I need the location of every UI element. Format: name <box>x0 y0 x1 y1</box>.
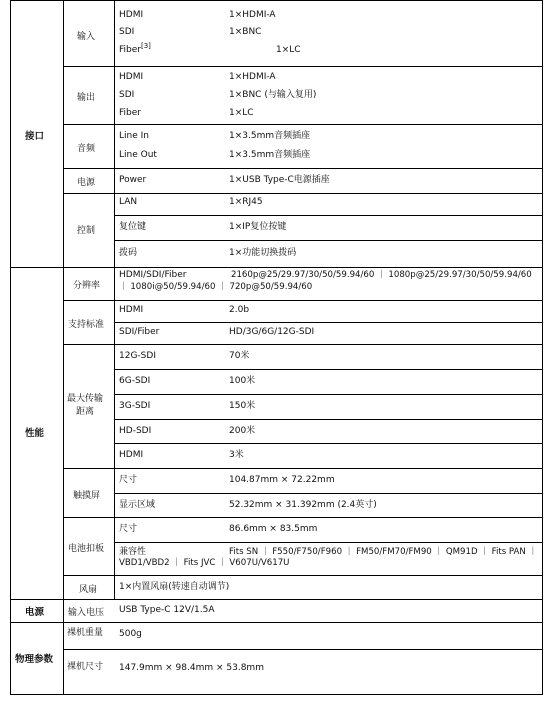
row-name: SDI/Fiber <box>119 327 160 337</box>
row-value: 1×IP复位按键 <box>229 222 287 232</box>
group-label-standards: 支持标准 <box>68 320 105 330</box>
row-value: 1×HDMI-A <box>229 10 276 20</box>
group-label-power-port: 电源 <box>77 178 96 188</box>
section-label-power: 电源 <box>25 607 45 618</box>
label-line: 距离 <box>76 407 95 417</box>
row-name: 输入电压 <box>68 608 105 618</box>
section-label-interface: 接口 <box>25 131 45 142</box>
group-divider <box>63 66 543 67</box>
row-name: Line In <box>119 131 149 141</box>
section-label-performance: 性能 <box>25 428 45 439</box>
row-divider <box>114 542 543 543</box>
row-name: SDI <box>119 90 135 100</box>
group-label-input: 输入 <box>77 32 96 42</box>
row-name: HDMI <box>119 450 144 460</box>
border-top <box>10 0 543 1</box>
row-value: 52.32mm × 31.392mm (2.4英寸) <box>229 500 377 510</box>
row-name: HDMI/SDI/Fiber <box>119 270 187 280</box>
row-value: 104.87mm × 72.22mm <box>229 475 335 485</box>
row-value: 200米 <box>229 426 256 436</box>
row-name: 拨码 <box>119 248 138 258</box>
row-name: Power <box>119 175 147 185</box>
group-divider <box>63 168 543 169</box>
group-divider <box>63 300 543 301</box>
row-value: 1×3.5mm音频插座 <box>229 131 311 141</box>
group-label-resolution: 分辨率 <box>73 281 101 291</box>
row-value: 2160p@25/29.97/30/50/59.94/60 ｜ 1080p@25/29.97/30/50/59.94/60 <box>231 270 532 280</box>
group-divider <box>63 649 543 650</box>
group-divider <box>63 193 543 194</box>
row-name: 兼容性 <box>119 547 147 557</box>
group-label-touchscreen: 触摸屏 <box>73 491 101 501</box>
row-divider <box>114 493 543 494</box>
row-name: HDMI <box>119 72 144 82</box>
row-divider <box>114 369 543 370</box>
section-divider <box>10 599 543 600</box>
row-name: HDMI <box>119 10 144 20</box>
row-value: 1×LC <box>276 45 301 55</box>
footnote-ref: [3] <box>140 42 151 50</box>
row-value: 150米 <box>229 401 256 411</box>
row-name-text: Fiber <box>119 45 141 55</box>
row-value: 1×RJ45 <box>229 197 263 207</box>
row-value: 147.9mm × 98.4mm × 53.8mm <box>119 663 264 673</box>
row-value-continued: ｜ 1080i@50/59.94/60 ｜ 720p@50/59.94/60 <box>119 282 313 292</box>
row-value: 1×BNC (与输入复用) <box>229 90 317 100</box>
row-name: LAN <box>119 197 138 207</box>
section-divider <box>10 267 543 268</box>
col-divider-category <box>63 0 64 695</box>
row-value: Fits SN ｜ F550/F750/F960 ｜ FM50/FM70/FM90 ｜ QM91D ｜ Fits PAN ｜ <box>229 547 538 557</box>
row-name: SDI <box>119 27 135 37</box>
row-value: 3米 <box>229 450 244 460</box>
row-value: 86.6mm × 83.5mm <box>229 524 318 534</box>
row-divider <box>114 215 543 216</box>
section-divider <box>10 622 543 623</box>
group-divider <box>63 468 543 469</box>
row-value: 1×USB Type-C电源插座 <box>229 175 330 185</box>
row-name: 显示区域 <box>119 500 156 510</box>
row-value: 500g <box>119 629 142 639</box>
row-name: Line Out <box>119 150 157 160</box>
row-name: 尺寸 <box>119 475 138 485</box>
group-label-distance <box>67 393 103 419</box>
label-line: 最大传输 <box>67 394 104 404</box>
row-name: HDMI <box>119 305 144 315</box>
row-value: 1×HDMI-A <box>229 72 276 82</box>
row-name: 裸机尺寸 <box>67 662 104 672</box>
row-value: USB Type-C 12V/1.5A <box>119 605 215 615</box>
group-label-battery: 电池扣板 <box>68 544 105 554</box>
row-value: HD/3G/6G/12G-SDI <box>229 327 315 337</box>
group-divider <box>63 124 543 125</box>
row-value: 100米 <box>229 376 256 386</box>
row-value: 1×BNC <box>229 27 262 37</box>
row-name: 复位键 <box>119 222 147 232</box>
row-divider <box>114 419 543 420</box>
row-divider <box>114 240 543 241</box>
row-value: 1×内置风扇(转速自动调节) <box>119 582 230 592</box>
row-name <box>119 42 151 56</box>
row-name: HD-SDI <box>119 426 152 436</box>
border-left <box>10 0 11 695</box>
row-divider <box>114 322 543 323</box>
group-label-output: 输出 <box>77 93 96 103</box>
row-name: 12G-SDI <box>119 351 156 361</box>
row-divider <box>114 443 543 444</box>
row-name: 裸机重量 <box>67 628 104 638</box>
group-label-audio: 音频 <box>77 144 96 154</box>
row-value: 2.0b <box>229 305 250 315</box>
row-name: 6G-SDI <box>119 376 151 386</box>
group-label-fan: 风扇 <box>79 585 98 595</box>
row-value-continued: VBD1/VBD2 ｜ Fits JVC ｜ V607U/V617U <box>119 558 290 568</box>
row-value: 1×功能切换拨码 <box>229 248 297 258</box>
row-name: Fiber <box>119 108 141 118</box>
section-label-physical: 物理参数 <box>15 654 54 665</box>
group-divider <box>63 517 543 518</box>
row-value: 1×LC <box>229 108 254 118</box>
border-right <box>542 0 543 695</box>
row-value: 1×3.5mm音频插座 <box>229 150 311 160</box>
row-value: 70米 <box>229 351 250 361</box>
row-divider <box>114 394 543 395</box>
group-divider <box>63 575 543 576</box>
row-name: 3G-SDI <box>119 401 151 411</box>
row-name: 尺寸 <box>119 524 138 534</box>
group-divider <box>63 344 543 345</box>
group-label-control: 控制 <box>77 226 96 236</box>
border-bottom <box>10 694 543 695</box>
